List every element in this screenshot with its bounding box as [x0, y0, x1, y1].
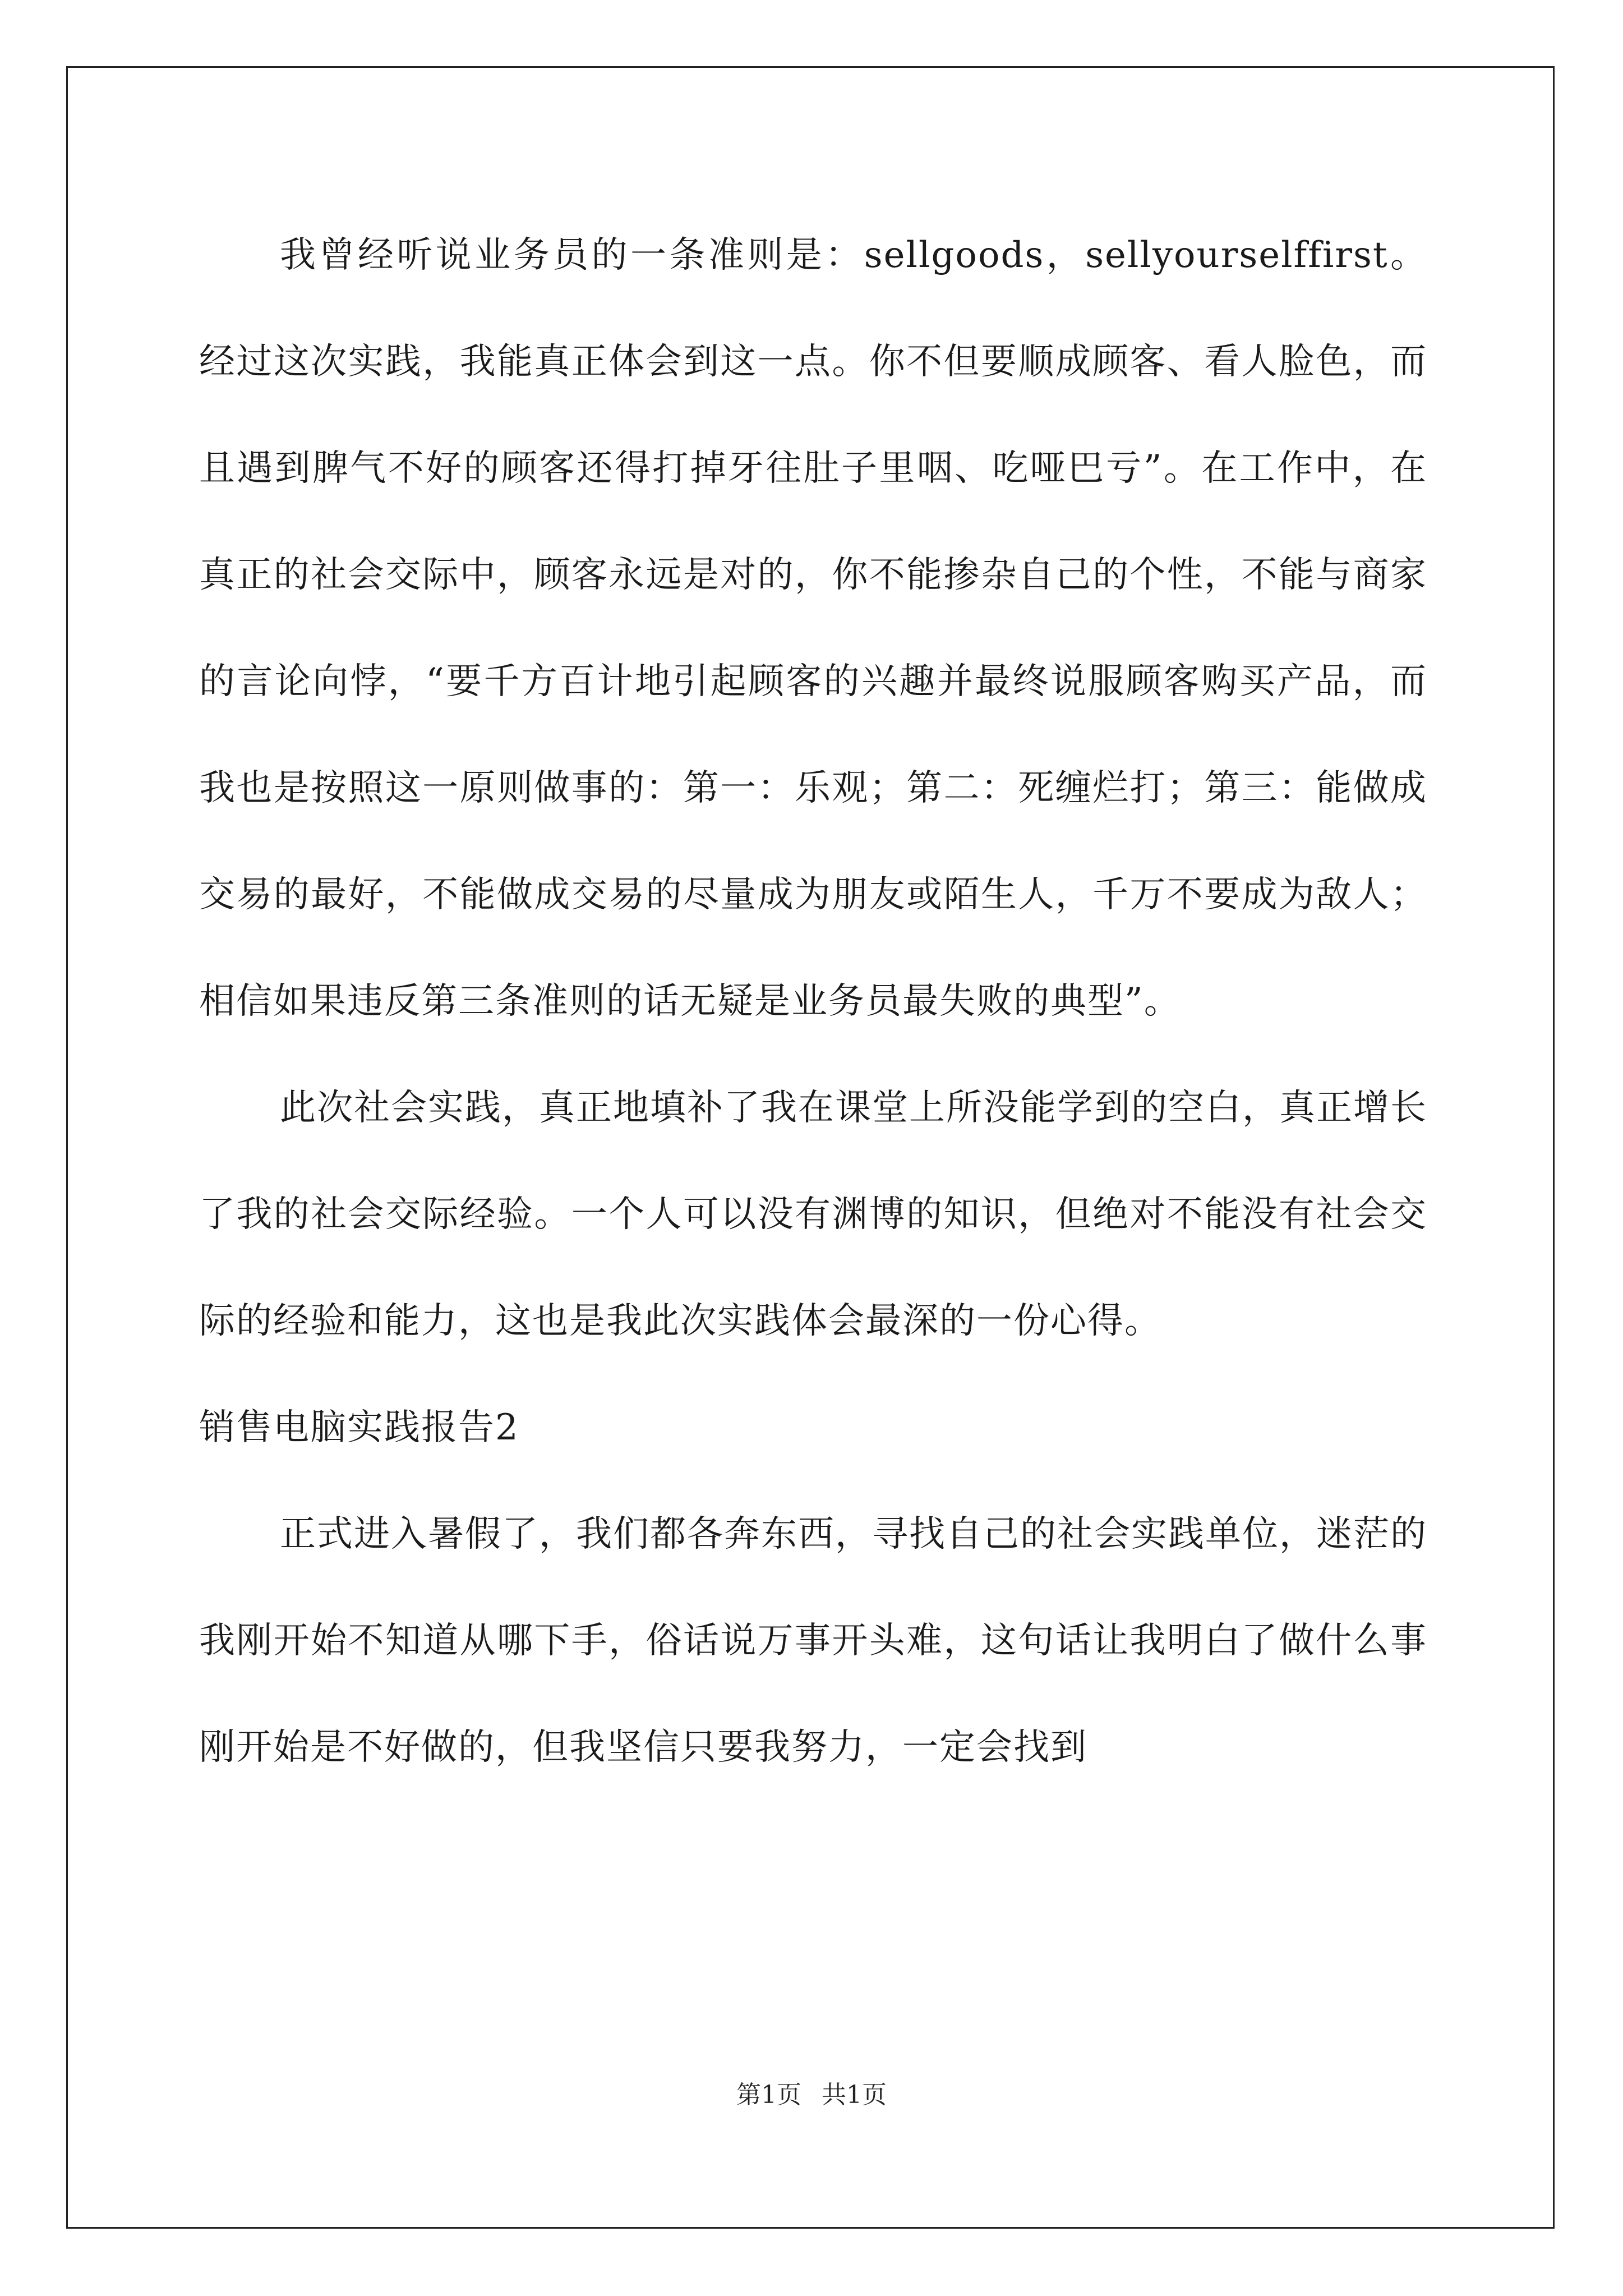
- page-footer: [0, 2078, 1623, 2112]
- page-number-total: 共1页: [822, 2081, 887, 2109]
- paragraph-social-practice: 此次社会实践，真正地填补了我在课堂上所没能学到的空白，真正增长了我的社会交际经验。一个人可以没有渊博的知识，但绝对不能没有社会交际的经验和能力，这也是我此次实践体会最深的一份心得。: [199, 1087, 1427, 1342]
- section-heading: 销售电脑实践报告2: [199, 1407, 519, 1448]
- paragraph-summer-vacation: 正式进入暑假了，我们都各奔东西，寻找自己的社会实践单位，迷茫的我刚开始不知道从哪下手，俗话说万事开头难，这句话让我明白了做什么事刚开始是不好做的，但我坚信只要我努力，一定会找到: [199, 1513, 1427, 1768]
- page-number-current: 第1页: [736, 2081, 801, 2109]
- document-body: [199, 202, 1427, 1801]
- paragraph-salesman-rule: 我曾经听说业务员的一条准则是：sellgoods，sellyourselffirst。经过这次实践，我能真正体会到这一点。你不但要顺成顾客、看人脸色，而且遇到脾气不好的顾客还得打掉牙往肚子里咽、吃哑巴亏”。在工作中，在真正的社会交际中，顾客永远是对的，你不能掺杂自己的个性，不能与商家的言论向悖，“要千方百计地引起顾客的兴趣并最终说服顾客购买产品，而我也是按照这一原则做事的：第一：乐观；第二：死缠烂打；第三：能做成交易的最好，不能做成交易的尽量成为朋友或陌生人，千万不要成为敌人；相信如果违反第三条准则的话无疑是业务员最失败的典型”。: [199, 234, 1427, 1022]
